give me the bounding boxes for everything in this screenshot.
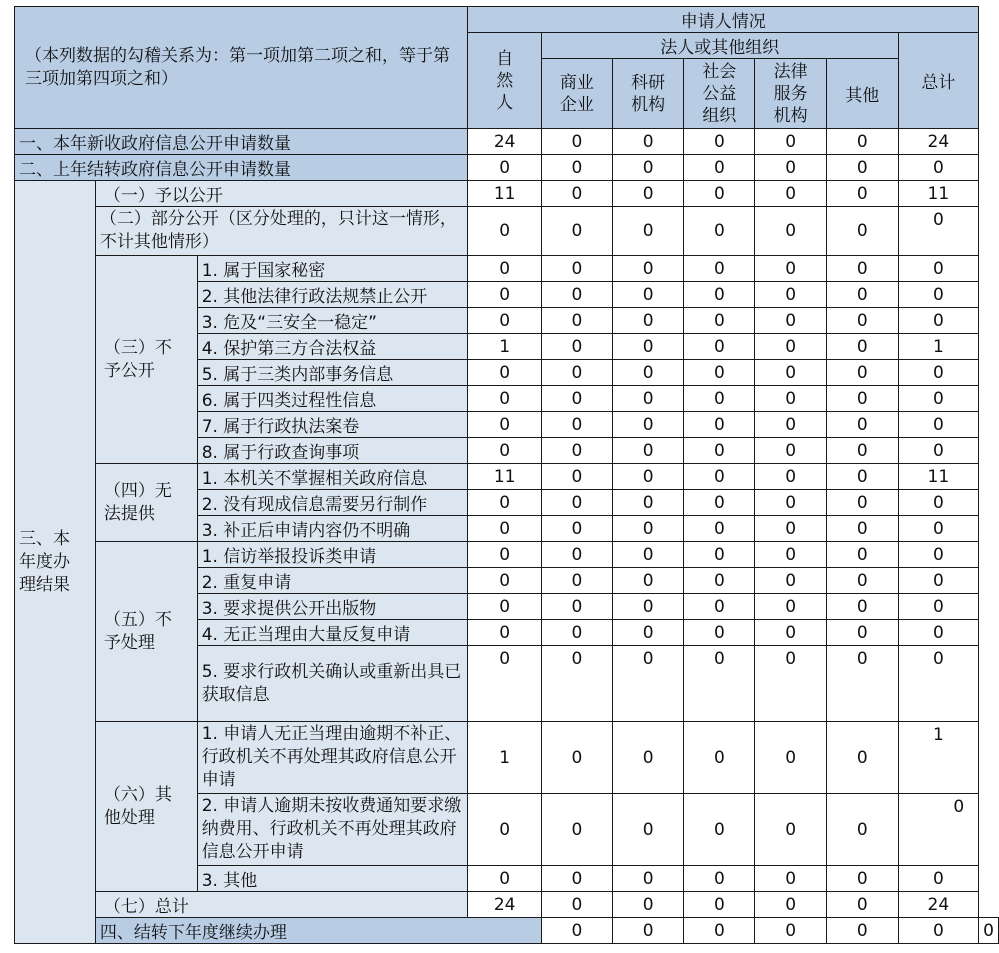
row-label: 四、结转下年度继续办理 (95, 918, 541, 944)
value-cell: 0 (898, 412, 979, 438)
value-cell: 0 (755, 620, 827, 646)
value-cell: 0 (612, 892, 684, 918)
value-cell: 0 (826, 542, 898, 568)
value-cell: 0 (612, 129, 684, 155)
value-cell: 0 (612, 516, 684, 542)
value-cell: 0 (684, 181, 755, 207)
value-cell: 0 (755, 866, 827, 892)
row-new-requests (15, 129, 999, 155)
row-label: 3. 危及“三安全一稳定” (197, 308, 468, 334)
value-cell: 0 (898, 438, 979, 464)
value-cell: 0 (898, 568, 979, 594)
value-cell: 0 (826, 620, 898, 646)
row-label: 1. 信访举报投诉类申请 (197, 542, 468, 568)
value-cell: 0 (468, 866, 542, 892)
value-cell: 0 (468, 516, 542, 542)
value-cell: 0 (541, 256, 612, 282)
value-cell: 0 (541, 594, 612, 620)
value-cell: 0 (612, 918, 684, 944)
value-cell: 0 (541, 360, 612, 386)
value-cell: 0 (684, 464, 755, 490)
value-cell: 0 (755, 594, 827, 620)
value-cell: 24 (468, 129, 542, 155)
value-cell: 0 (468, 256, 542, 282)
value-cell: 0 (898, 256, 979, 282)
value-cell: 0 (898, 918, 979, 944)
row-label: 2. 申请人逾期未按收费通知要求缴纳费用、行政机关不再处理其政府信息公开申请 (197, 794, 468, 866)
value-cell: 0 (826, 207, 898, 256)
value-cell: 0 (755, 568, 827, 594)
value-cell: 0 (468, 490, 542, 516)
value-cell: 0 (684, 386, 755, 412)
value-cell: 0 (755, 207, 827, 256)
value-cell: 0 (612, 360, 684, 386)
value-cell: 0 (541, 794, 612, 866)
value-cell: 11 (898, 181, 979, 207)
value-cell: 0 (612, 412, 684, 438)
value-cell: 0 (755, 256, 827, 282)
value-cell: 0 (541, 892, 612, 918)
value-cell: 0 (612, 256, 684, 282)
value-cell: 11 (898, 464, 979, 490)
value-cell: 1 (898, 334, 979, 360)
value-cell: 0 (755, 360, 827, 386)
value-cell: 0 (684, 722, 755, 794)
value-cell: 0 (684, 207, 755, 256)
value-cell: 0 (468, 386, 542, 412)
value-cell: 0 (468, 438, 542, 464)
row-carry-forward (15, 918, 999, 944)
value-cell: 0 (684, 412, 755, 438)
value-cell: 0 (541, 866, 612, 892)
value-cell: 0 (898, 794, 979, 866)
value-cell: 0 (898, 866, 979, 892)
value-cell: 0 (541, 282, 612, 308)
value-cell: 0 (898, 516, 979, 542)
disclosure-stats-table (14, 6, 999, 944)
row-label: 2. 重复申请 (197, 568, 468, 594)
value-cell: 11 (468, 181, 542, 207)
value-cell: 0 (612, 568, 684, 594)
value-cell: 0 (684, 542, 755, 568)
value-cell: 0 (612, 542, 684, 568)
value-cell: 0 (826, 438, 898, 464)
value-cell: 0 (826, 181, 898, 207)
value-cell: 0 (684, 892, 755, 918)
value-cell: 0 (755, 181, 827, 207)
commercial-header: 商业企业 (541, 59, 612, 129)
value-cell: 0 (755, 794, 827, 866)
value-cell: 0 (541, 308, 612, 334)
value-cell: 0 (684, 516, 755, 542)
value-cell: 0 (826, 412, 898, 438)
value-cell: 0 (898, 646, 979, 722)
value-cell: 0 (755, 412, 827, 438)
row-label: 7. 属于行政执法案卷 (197, 412, 468, 438)
row-carried-over (15, 155, 999, 181)
row-label: 4. 无正当理由大量反复申请 (197, 620, 468, 646)
value-cell: 0 (755, 386, 827, 412)
value-cell: 0 (898, 490, 979, 516)
value-cell: 0 (826, 386, 898, 412)
value-cell: 0 (468, 568, 542, 594)
value-cell: 1 (468, 334, 542, 360)
group-label: （五）不予处理 (95, 542, 197, 722)
value-cell: 0 (898, 594, 979, 620)
row-label: 1. 属于国家秘密 (197, 256, 468, 282)
value-cell: 0 (612, 722, 684, 794)
value-cell: 0 (612, 794, 684, 866)
value-cell: 0 (541, 568, 612, 594)
value-cell: 0 (826, 360, 898, 386)
value-cell: 0 (468, 155, 542, 181)
value-cell: 0 (898, 308, 979, 334)
research-header: 科研机构 (612, 59, 684, 129)
value-cell: 0 (826, 646, 898, 722)
value-cell: 0 (684, 646, 755, 722)
row-section3-total (15, 892, 999, 918)
value-cell: 0 (826, 490, 898, 516)
value-cell: 0 (541, 334, 612, 360)
value-cell: 0 (468, 646, 542, 722)
value-cell: 0 (541, 207, 612, 256)
value-cell: 0 (826, 308, 898, 334)
value-cell: 0 (541, 464, 612, 490)
value-cell: 0 (826, 794, 898, 866)
value-cell: 0 (684, 155, 755, 181)
value-cell: 0 (755, 918, 827, 944)
value-cell: 0 (755, 129, 827, 155)
value-cell: 0 (468, 620, 542, 646)
value-cell: 0 (612, 438, 684, 464)
value-cell: 0 (826, 722, 898, 794)
value-cell: 0 (612, 620, 684, 646)
value-cell: 0 (826, 334, 898, 360)
value-cell: 0 (612, 334, 684, 360)
value-cell: 0 (755, 516, 827, 542)
value-cell: 0 (826, 568, 898, 594)
value-cell: 0 (898, 155, 979, 181)
row-label: （一）予以公开 (95, 181, 468, 207)
value-cell: 0 (684, 568, 755, 594)
value-cell: 0 (468, 594, 542, 620)
value-cell: 0 (898, 542, 979, 568)
value-cell: 0 (541, 412, 612, 438)
value-cell: 0 (684, 620, 755, 646)
value-cell: 0 (541, 542, 612, 568)
value-cell: 0 (468, 360, 542, 386)
value-cell: 0 (541, 181, 612, 207)
value-cell: 0 (755, 438, 827, 464)
row-label: 8. 属于行政查询事项 (197, 438, 468, 464)
value-cell: 0 (612, 866, 684, 892)
value-cell: 0 (612, 155, 684, 181)
section3-label: 三、本年度办理结果 (15, 181, 96, 944)
value-cell: 24 (468, 892, 542, 918)
row-label: （二）部分公开（区分处理的，只计这一情形，不计其他情形） (95, 207, 468, 256)
other-org-header: 其他 (826, 59, 898, 129)
value-cell: 0 (541, 722, 612, 794)
row-label: 5. 要求行政机关确认或重新出具已获取信息 (197, 646, 468, 722)
row-label: 4. 保护第三方合法权益 (197, 334, 468, 360)
row-label: 5. 属于三类内部事务信息 (197, 360, 468, 386)
value-cell: 0 (468, 282, 542, 308)
row-label: 2. 没有现成信息需要另行制作 (197, 490, 468, 516)
value-cell: 0 (684, 490, 755, 516)
value-cell: 0 (468, 308, 542, 334)
value-cell: 0 (755, 892, 827, 918)
value-cell: 0 (612, 490, 684, 516)
group-label: （六）其他处理 (95, 722, 197, 892)
value-cell: 0 (755, 722, 827, 794)
value-cell: 0 (826, 282, 898, 308)
value-cell: 0 (468, 542, 542, 568)
value-cell: 0 (468, 207, 542, 256)
value-cell: 0 (684, 794, 755, 866)
value-cell: 0 (684, 594, 755, 620)
value-cell: 0 (898, 620, 979, 646)
social-welfare-header: 社会公益组织 (684, 59, 755, 129)
row-label: 6. 属于四类过程性信息 (197, 386, 468, 412)
value-cell: 0 (684, 256, 755, 282)
row-other-handling-1 (15, 722, 999, 794)
value-cell: 0 (612, 207, 684, 256)
value-cell: 1 (468, 722, 542, 794)
value-cell: 0 (684, 438, 755, 464)
natural-person-header: 自然人 (468, 33, 542, 129)
row-not-processed-1 (15, 542, 999, 568)
value-cell: 0 (826, 892, 898, 918)
value-cell: 0 (541, 490, 612, 516)
value-cell: 0 (541, 918, 612, 944)
value-cell: 0 (468, 412, 542, 438)
value-cell: 24 (898, 892, 979, 918)
value-cell: 0 (898, 386, 979, 412)
value-cell: 0 (541, 620, 612, 646)
row-label: 二、上年结转政府信息公开申请数量 (15, 155, 468, 181)
value-cell: 11 (468, 464, 542, 490)
row-unable-1 (15, 464, 999, 490)
value-cell: 0 (684, 308, 755, 334)
value-cell: 0 (612, 308, 684, 334)
value-cell: 0 (684, 334, 755, 360)
value-cell: 0 (755, 334, 827, 360)
value-cell: 0 (684, 866, 755, 892)
value-cell: 0 (612, 646, 684, 722)
value-cell: 0 (541, 386, 612, 412)
value-cell: 0 (755, 308, 827, 334)
legal-service-header: 法律服务机构 (755, 59, 827, 129)
value-cell: 0 (541, 646, 612, 722)
legal-org-header: 法人或其他组织 (541, 33, 898, 59)
applicant-status-header: 申请人情况 (468, 7, 979, 33)
value-cell: 0 (468, 794, 542, 866)
value-cell: 24 (898, 129, 979, 155)
row-label: 1. 本机关不掌握相关政府信息 (197, 464, 468, 490)
row-label: 3. 补正后申请内容仍不明确 (197, 516, 468, 542)
total-header: 总计 (898, 33, 979, 129)
value-cell: 0 (979, 918, 999, 944)
row-label: 3. 要求提供公开出版物 (197, 594, 468, 620)
value-cell: 0 (826, 918, 898, 944)
value-cell: 0 (684, 129, 755, 155)
value-cell: 0 (684, 282, 755, 308)
group-label: （三）不予公开 (95, 256, 197, 464)
value-cell: 0 (826, 594, 898, 620)
value-cell: 0 (612, 594, 684, 620)
row-not-disclosed-1 (15, 256, 999, 282)
value-cell: 0 (612, 181, 684, 207)
value-cell: 0 (541, 129, 612, 155)
disclosure-table-container (14, 6, 999, 944)
value-cell: 0 (755, 646, 827, 722)
value-cell: 0 (826, 516, 898, 542)
value-cell: 0 (541, 516, 612, 542)
value-cell: 0 (541, 438, 612, 464)
row-label: 3. 其他 (197, 866, 468, 892)
value-cell: 0 (684, 360, 755, 386)
row-label: （七）总计 (95, 892, 468, 918)
value-cell: 0 (612, 386, 684, 412)
value-cell: 0 (826, 155, 898, 181)
row-disclosed (15, 181, 999, 207)
value-cell: 0 (755, 490, 827, 516)
value-cell: 0 (898, 360, 979, 386)
value-cell: 0 (541, 155, 612, 181)
value-cell: 1 (898, 722, 979, 794)
row-label: 一、本年新收政府信息公开申请数量 (15, 129, 468, 155)
value-cell: 0 (898, 207, 979, 256)
header-row-1 (15, 7, 999, 33)
group-label: （四）无法提供 (95, 464, 197, 542)
value-cell: 0 (826, 464, 898, 490)
value-cell: 0 (684, 918, 755, 944)
note-cell: （本列数据的勾稽关系为：第一项加第二项之和，等于第三项加第四项之和） (15, 7, 468, 129)
value-cell: 0 (826, 866, 898, 892)
value-cell: 0 (898, 282, 979, 308)
value-cell: 0 (612, 464, 684, 490)
row-label: 1. 申请人无正当理由逾期不补正、行政机关不再处理其政府信息公开申请 (197, 722, 468, 794)
value-cell: 0 (826, 256, 898, 282)
value-cell: 0 (755, 282, 827, 308)
value-cell: 0 (755, 542, 827, 568)
value-cell: 0 (755, 464, 827, 490)
value-cell: 0 (755, 155, 827, 181)
row-label: 2. 其他法律行政法规禁止公开 (197, 282, 468, 308)
row-partially-disclosed (15, 207, 999, 256)
value-cell: 0 (826, 129, 898, 155)
value-cell: 0 (612, 282, 684, 308)
